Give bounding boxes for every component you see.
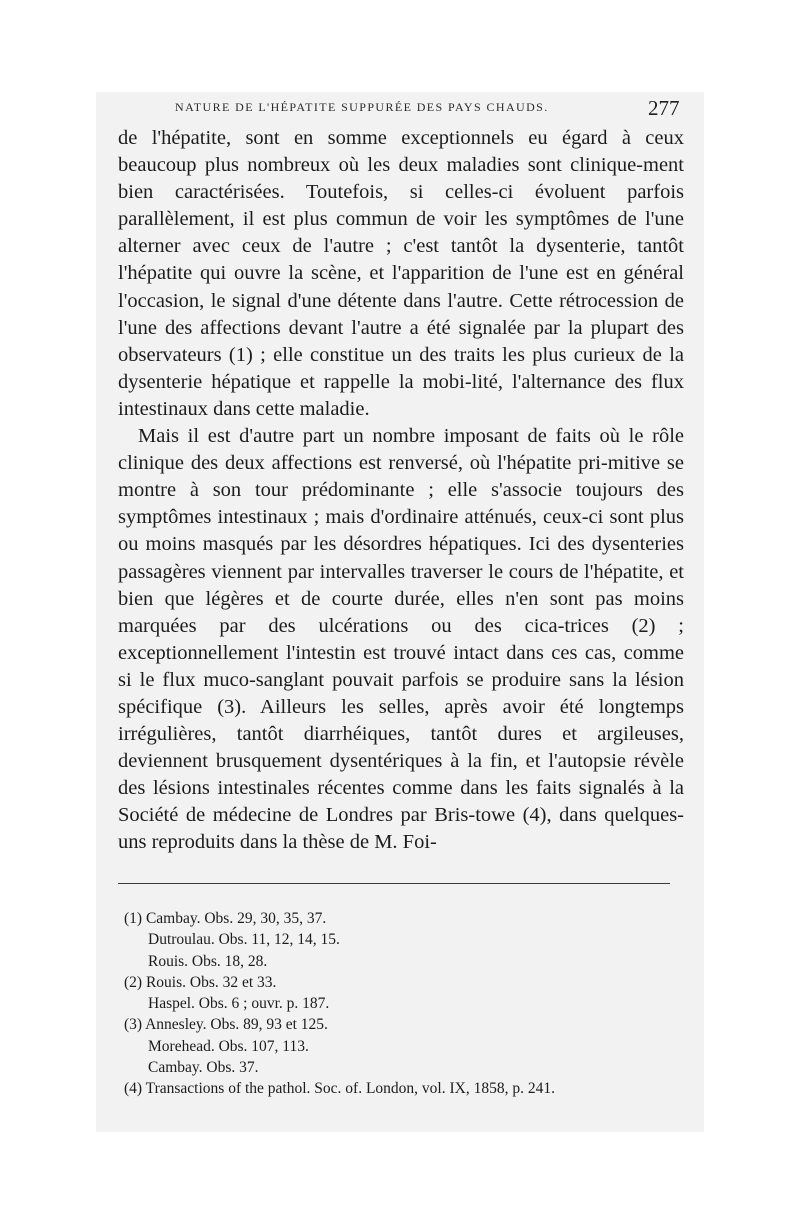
footnote-1-line-1: (1) Cambay. Obs. 29, 30, 35, 37. — [124, 910, 327, 927]
paragraph-2: Mais il est d'autre part un nombre imposant de faits où le rôle clinique des deux affections est renversé, où l'hépatite pri-mitive se montre à son tour prédominante ; elle s'associe toujours des symptômes intestinaux ; mais d'ordinaire atténués, ceux-ci sont plus ou moins masqués par les désordres hépatiques. Ici des dysenteries passagères viennent par intervalles traverser le cours de l'hépatite, et bien que légères et de courte durée, elles n'en sont pas moins marquées par des ulcérations ou des cica-trices (2) ; exceptionnellement l'intestin est trouvé intact dans ces cas, comme si le flux muco-sanglant pouvait parfois se produire sans la lésion spécifique (3). Ailleurs les selles, après avoir été longtemps irrégulières, tantôt diarrhéiques, tantôt dures et argileuses, deviennent brusquement dysentériques à la fin, et l'autopsie révèle des lésions intestinales récentes comme dans les faits signalés à la Société de médecine de Londres par Bris-towe (4), dans quelques-uns reproduits dans la thèse de M. Foi- — [118, 425, 684, 854]
main-text — [118, 125, 684, 857]
page-number: 277 — [648, 96, 680, 120]
footnote-2-line-2: Haspel. Obs. 6 ; ouvr. p. 187. — [148, 995, 330, 1013]
footnote-3-line-3: Cambay. Obs. 37. — [148, 1059, 259, 1077]
footnote-3-line-2: Morehead. Obs. 107, 113. — [148, 1037, 309, 1055]
footnote-1-line-2: Dutroulau. Obs. 11, 12, 14, 15. — [148, 931, 340, 949]
footnote-1-line-3: Rouis. Obs. 18, 28. — [148, 952, 268, 970]
footnote-4-line-1: (4) Transactions of the pathol. Soc. of. London, vol. IX, 1858, p. 241. — [124, 1080, 555, 1098]
footnote-3-line-1: (3) Annesley. Obs. 89, 93 et 125. — [124, 1016, 328, 1034]
footnote-divider — [118, 883, 670, 884]
paragraph-1: de l'hépatite, sont en somme exceptionnels eu égard à ceux beaucoup plus nombreux où les deux maladies sont clinique-ment bien caractérisées. Toutefois, si celles-ci évoluent parfois parallèlement, il est plus commun de voir les symptômes de l'une alterner avec ceux de l'autre ; c'est tantôt la dysenterie, tantôt l'hépatite qui ouvre la scène, et l'apparition de l'une est en général l'occasion, le signal d'une détente dans l'autre. Cette rétrocession de l'une des affections devant l'autre a été signalée par la plupart des observateurs (1) ; elle constitue un des traits les plus curieux de la dysenterie hépatique et rappelle la mobi-lité, l'alternance des flux intestinaux dans cette maladie. — [118, 127, 684, 420]
running-title: NATURE DE L'HÉPATITE SUPPURÉE DES PAYS CHAUDS. — [175, 100, 549, 114]
footnote-2-line-1: (2) Rouis. Obs. 32 et 33. — [124, 973, 277, 991]
footnotes — [124, 908, 684, 1100]
